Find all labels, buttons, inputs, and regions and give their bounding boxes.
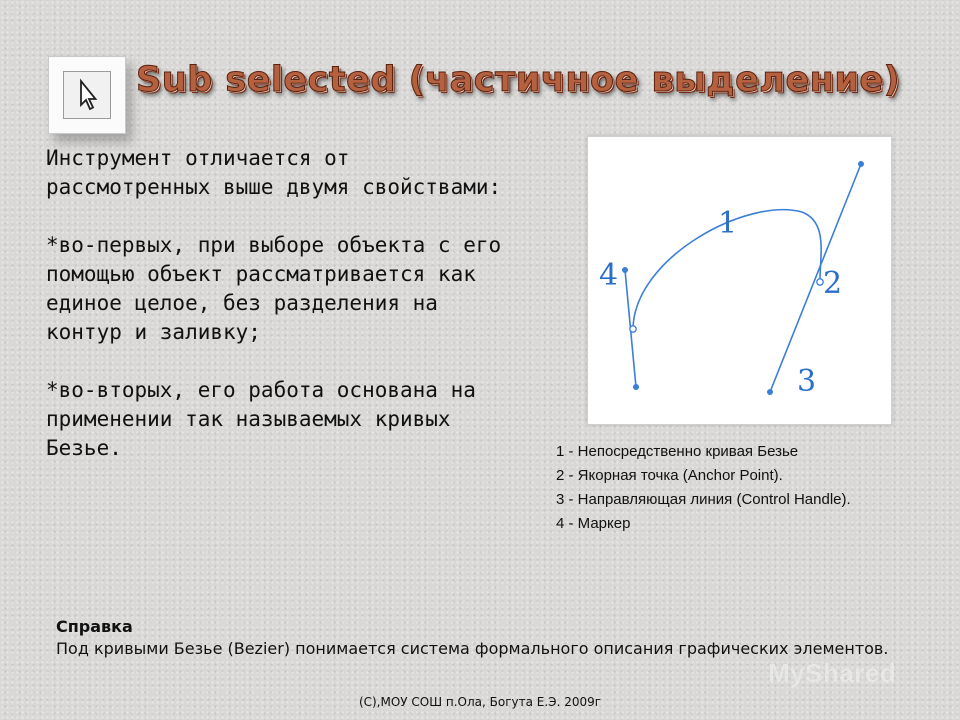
paragraph-second-property: *во-вторых, его работа основана на применении так называемых кривых Безье. xyxy=(46,378,476,460)
subselection-arrow-icon xyxy=(63,71,111,119)
marker-top-point xyxy=(622,267,628,273)
marker-anchor xyxy=(630,326,636,332)
figure-label-4: 4 xyxy=(599,258,619,293)
reference-block xyxy=(56,616,936,660)
reference-text: Под кривыми Безье (Bezier) понимается система формального описания графических элементов. xyxy=(56,639,889,658)
marker-bottom-point xyxy=(633,384,639,390)
legend-item-curve: 1 - Непосредственно кривая Безье xyxy=(556,443,799,460)
handle-endpoint-top xyxy=(858,161,864,167)
figure-label-1: 1 xyxy=(718,206,738,241)
watermark-logo: MyShared xyxy=(768,658,897,688)
figure-label-3: 3 xyxy=(797,364,817,399)
footer-credit: (С),МОУ СОШ п.Ола, Богута Е.Э. 2009г xyxy=(358,695,602,709)
control-handle-line xyxy=(770,164,861,392)
slide-title: Sub selected (частичное выделение) xyxy=(136,60,901,100)
reference-title: Справка xyxy=(56,617,133,636)
bezier-diagram xyxy=(588,137,891,424)
paragraph-first-property: *во-первых, при выборе объекта с его помощью объект рассматривается как единое целое, без разделения на контур и заливку; xyxy=(46,233,502,344)
body-text xyxy=(46,144,526,463)
paragraph-intro: Инструмент отличается от рассмотренных выше двумя свойствами: xyxy=(46,146,502,199)
figure-legend xyxy=(556,440,896,536)
handle-endpoint-bottom xyxy=(767,389,773,395)
legend-item-anchor: 2 - Якорная точка (Anchor Point). xyxy=(556,467,783,484)
figure-label-2: 2 xyxy=(823,266,843,301)
bezier-figure xyxy=(587,136,892,425)
legend-item-handle: 3 - Направляющая линия (Control Handle). xyxy=(556,491,851,508)
legend-item-marker: 4 - Маркер xyxy=(556,515,631,532)
tool-icon-box xyxy=(48,56,126,134)
